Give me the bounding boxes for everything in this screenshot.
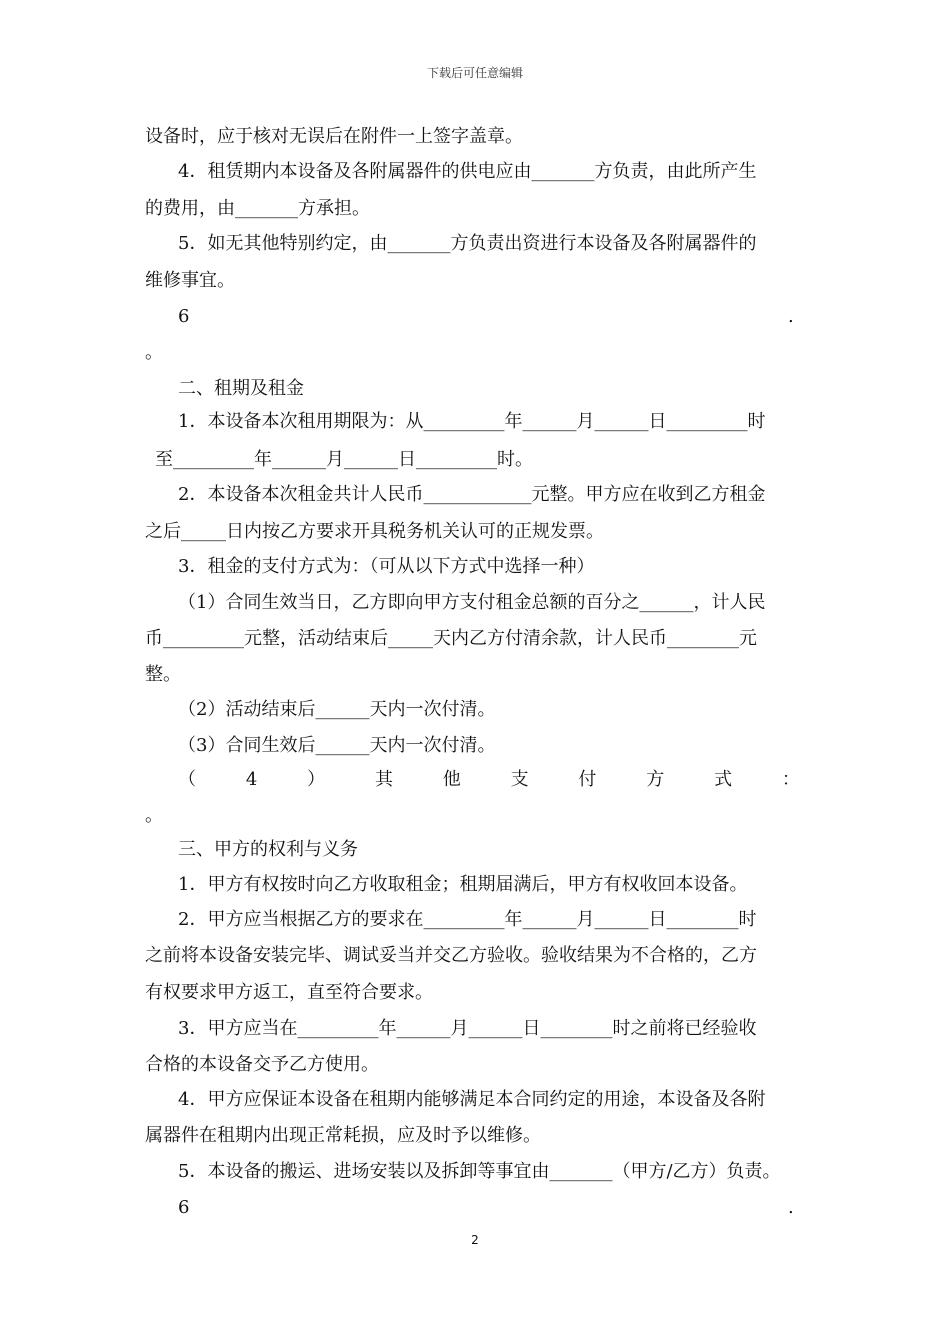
text-line: 设备时，应于核对无误后在附件一上签字盖章。 <box>145 126 523 147</box>
text-line: 合格的本设备交予乙方使用。 <box>145 1054 379 1075</box>
text-line: （3）合同生效后______天内一次付清。 <box>178 735 496 756</box>
text-line: 6 <box>178 306 190 327</box>
text-line: 。 <box>145 805 163 826</box>
text-line: 2．本设备本次租金共计人民币____________元整。甲方应在收到乙方租金 <box>178 484 766 505</box>
text-line: 2．甲方应当根据乙方的要求在_________年______月______日________时 <box>178 909 757 930</box>
spread-char: 4 <box>245 769 258 790</box>
text-line: 。 <box>145 342 163 363</box>
text-line: 6 <box>178 1197 190 1218</box>
spread-char: 他 <box>442 769 461 790</box>
text-line: （2）活动结束后______天内一次付清。 <box>178 699 496 720</box>
page-header: 下载后可任意编辑 <box>426 66 523 80</box>
text-line: 有权要求甲方返工，直至符合要求。 <box>145 982 433 1003</box>
section-heading: 二、租期及租金 <box>178 378 304 399</box>
spread-char: 支 <box>510 769 529 790</box>
text-line: . <box>788 306 794 327</box>
text-line: 5．如无其他特别约定，由_______方负责出资进行本设备及各附属器件的 <box>178 233 757 254</box>
spread-line <box>178 768 800 792</box>
text-line: 4．甲方应保证本设备在租期内能够满足本合同约定的用途，本设备及各附 <box>178 1089 766 1110</box>
text-line: 1．甲方有权按时向乙方收取租金；租期届满后，甲方有权收回本设备。 <box>178 874 748 895</box>
text-line: . <box>788 1197 794 1218</box>
text-line: 整。 <box>145 664 181 685</box>
text-line: 至_________年______月______日_________时。 <box>155 449 533 470</box>
spread-char: 式 <box>714 769 733 790</box>
text-line: 之后_____日内按乙方要求开具税务机关认可的正规发票。 <box>145 521 604 542</box>
text-line: 属器件在租期内出现正常耗损，应及时予以维修。 <box>145 1125 541 1146</box>
text-line: 维修事宜。 <box>145 270 235 291</box>
text-line: 5．本设备的搬运、进场安装以及拆卸等事宜由_______（甲方/乙方）负责。 <box>178 1161 781 1182</box>
text-line: 币_________元整，活动结束后_____天内乙方付清余款，计人民币________元 <box>145 628 757 649</box>
text-line: （1）合同生效当日，乙方即向甲方支付租金总额的百分之______，计人民 <box>178 592 766 613</box>
text-line: 3．甲方应当在_________年______月______日________时之前将已经验收 <box>178 1018 757 1039</box>
text-line: 4．租赁期内本设备及各附属器件的供电应由_______方负责，由此所产生 <box>178 161 757 182</box>
text-line: 3．租金的支付方式为：（可从以下方式中选择一种） <box>178 556 595 577</box>
spread-char: ） <box>307 769 326 790</box>
section-heading: 三、甲方的权利与义务 <box>178 839 358 860</box>
spread-char: 付 <box>578 769 597 790</box>
spread-char: 方 <box>646 769 665 790</box>
page-number: 2 <box>471 1233 479 1247</box>
spread-char: （ <box>178 769 196 790</box>
text-line: 之前将本设备安装完毕、调试妥当并交乙方验收。验收结果为不合格的，乙方 <box>145 945 757 966</box>
text-line: 1．本设备本次租用期限为：从_________年______月______日_________时 <box>178 411 766 432</box>
spread-char: ： <box>781 769 800 790</box>
spread-char: 其 <box>374 769 393 790</box>
text-line: 的费用，由_______方承担。 <box>145 198 370 219</box>
